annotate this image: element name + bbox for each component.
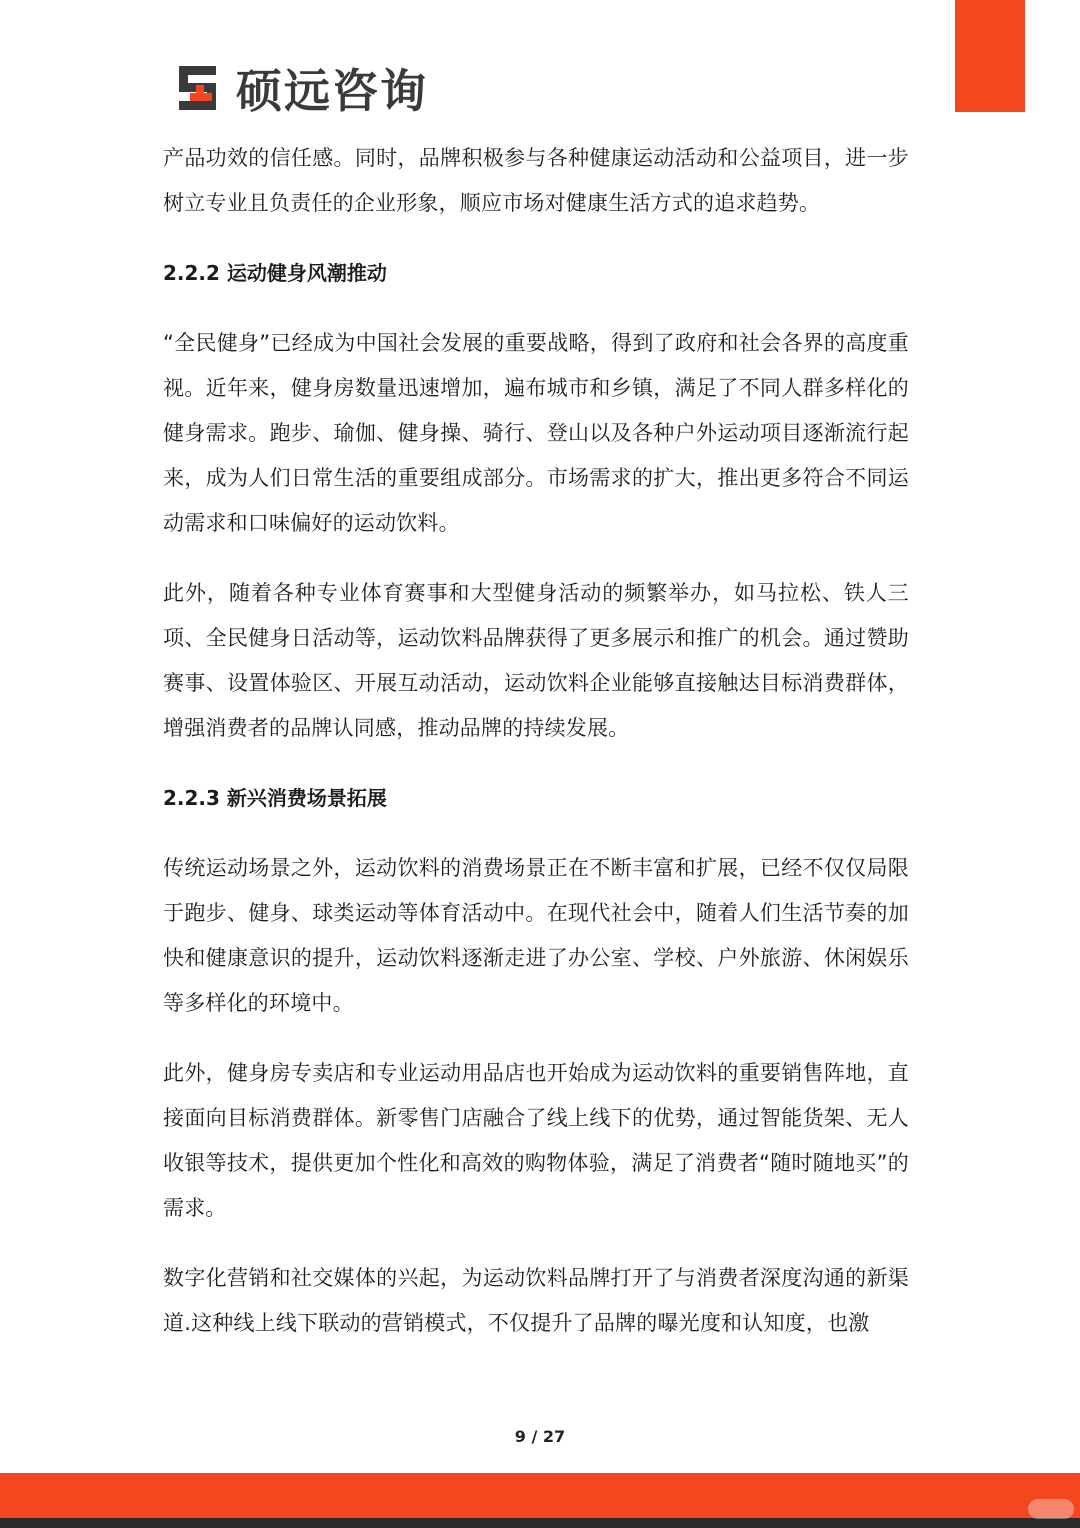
paragraph: 数字化营销和社交媒体的兴起，为运动饮料品牌打开了与消费者深度沟通的新渠道.这种线上线下联动的营销模式，不仅提升了品牌的曝光度和认知度，也激 <box>163 1266 909 1335</box>
paragraph: 此外，随着各种专业体育赛事和大型健身活动的频繁举办，如马拉松、铁人三项、全民健身日活动等，运动饮料品牌获得了更多展示和推广的机会。通过赞助赛事、设置体验区、开展互动活动，运动饮料企业能够直接触达目标消费群体，增强消费者的品牌认同感，推动品牌的持续发展。 <box>163 581 909 740</box>
brand-name: 硕远咨询 <box>236 64 428 118</box>
section-heading-2-2-3: 2.2.3 新兴消费场景拓展 <box>163 786 387 810</box>
paragraph: 产品功效的信任感。同时，品牌积极参与各种健康运动活动和公益项目，进一步树立专业且负责任的企业形象，顺应市场对健康生活方式的追求趋势。 <box>163 146 909 215</box>
document-body <box>163 136 909 1346</box>
paragraph: 此外，健身房专卖店和专业运动用品店也开始成为运动饮料的重要销售阵地，直接面向目标消费群体。新零售门店融合了线上线下的优势，通过智能货架、无人收银等技术，提供更加个性化和高效的购物体验，满足了消费者“随时随地买”的需求。 <box>163 1061 909 1220</box>
section-heading-2-2-2: 2.2.2 运动健身风潮推动 <box>163 261 387 285</box>
corner-accent-tab <box>955 0 1025 112</box>
paragraph: “全民健身”已经成为中国社会发展的重要战略，得到了政府和社会各界的高度重视。近年来，健身房数量迅速增加，遍布城市和乡镇，满足了不同人群多样化的健身需求。跑步、瑜伽、健身操、骑行、登山以及各种户外运动项目逐渐流行起来，成为人们日常生活的重要组成部分。市场需求的扩大，推出更多符合不同运动需求和口味偏好的运动饮料。 <box>163 331 909 535</box>
paragraph: 传统运动场景之外，运动饮料的消费场景正在不断丰富和扩展，已经不仅仅局限于跑步、健身、球类运动等体育活动中。在现代社会中，随着人们生活节奏的加快和健康意识的提升，运动饮料逐渐走进了办公室、学校、户外旅游、休闲娱乐等多样化的环境中。 <box>163 856 909 1015</box>
footer-accent-bar <box>0 1473 1080 1518</box>
brand-logo <box>176 60 428 116</box>
watermark-badge <box>1028 1499 1074 1519</box>
footer-dark-strip <box>0 1518 1080 1528</box>
brand-logo-icon <box>176 63 226 113</box>
page-number: 9 / 27 <box>514 1427 566 1446</box>
